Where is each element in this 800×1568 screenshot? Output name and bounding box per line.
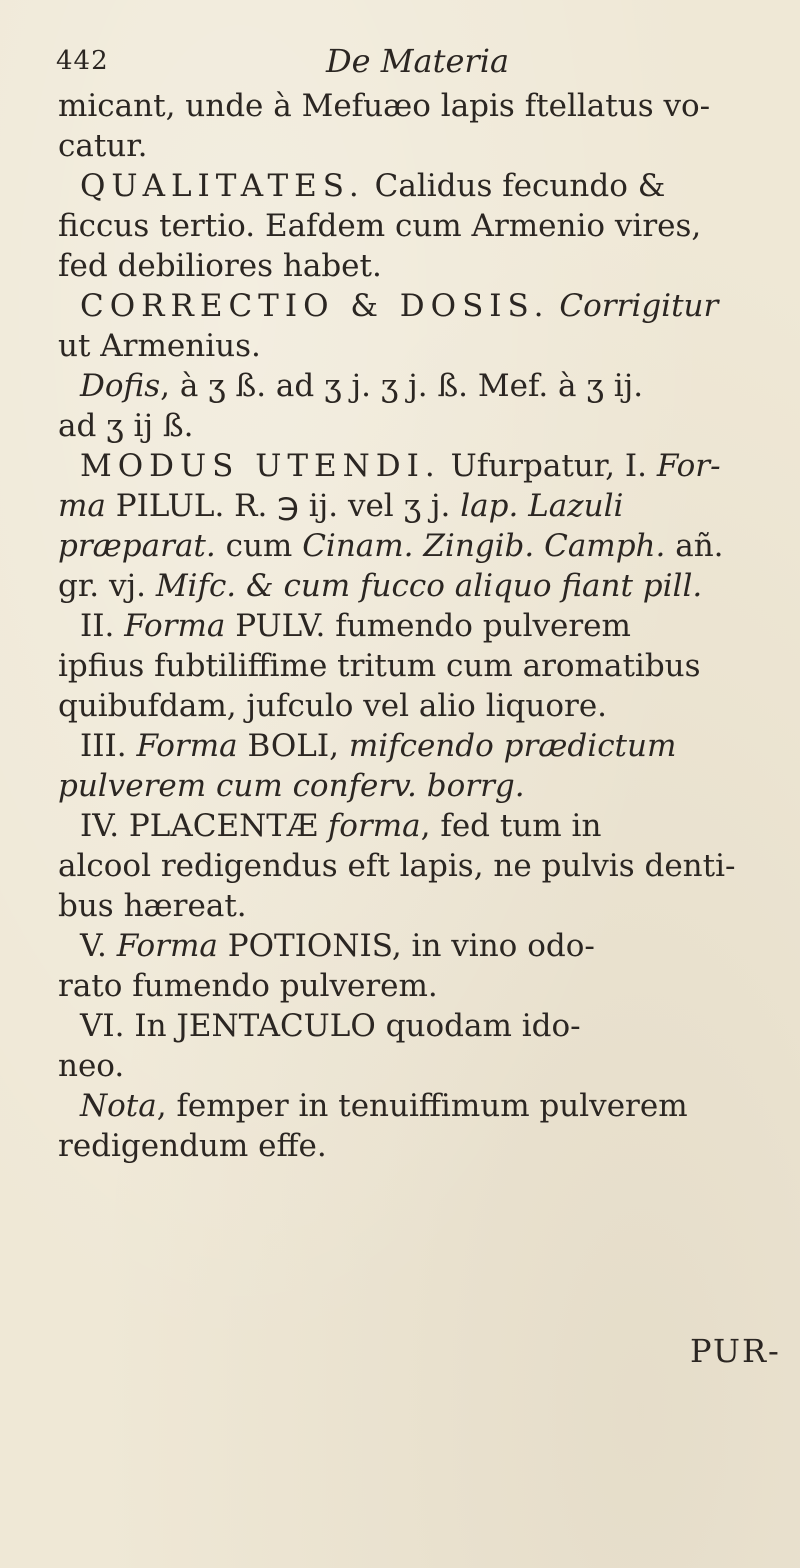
- text-line: [58, 246, 773, 286]
- text-line: [58, 846, 773, 886]
- text-segment: V.: [80, 928, 117, 964]
- small-caps-heading: QUALITATES.: [80, 168, 365, 204]
- small-caps-heading: MODUS UTENDI.: [80, 448, 441, 484]
- text-line: [58, 886, 773, 926]
- text-segment: BOLI,: [237, 728, 349, 764]
- text-line: [58, 326, 773, 366]
- text-line: [58, 966, 773, 1006]
- text-line: [58, 126, 773, 166]
- text-line: [58, 206, 773, 246]
- text-segment: , à ʒ ß. ad ʒ j. ʒ j. ß. Mef. à ʒ ij.: [160, 368, 644, 404]
- text-segment: gr. vj.: [58, 568, 156, 604]
- text-line: [58, 406, 773, 446]
- text-segment: ut Armenius.: [58, 328, 261, 364]
- text-segment: bus hæreat.: [58, 888, 247, 924]
- text-segment: Calidus fecundo &: [364, 168, 666, 204]
- page-number: 442: [56, 46, 109, 76]
- body-text: [58, 86, 773, 1166]
- text-segment: fed debiliores habet.: [58, 248, 382, 284]
- text-segment: cum: [215, 528, 303, 564]
- text-segment: Ufurpatur, I.: [440, 448, 657, 484]
- italic-text: Corrigitur: [559, 288, 719, 324]
- text-line: [58, 166, 773, 206]
- italic-text: Forma: [136, 728, 238, 764]
- text-segment: añ.: [665, 528, 724, 564]
- italic-text: Forma: [116, 928, 218, 964]
- text-segment: catur.: [58, 128, 148, 164]
- italic-text: Dofis: [80, 368, 161, 404]
- text-segment: II.: [80, 608, 125, 644]
- text-line: [58, 446, 773, 486]
- running-title: De Materia: [326, 42, 510, 80]
- text-segment: PULV. fumendo pulverem: [225, 608, 631, 644]
- text-segment: ipfius fubtiliffime tritum cum aromatibus: [58, 648, 701, 684]
- text-line: [58, 646, 773, 686]
- italic-text: forma: [327, 808, 421, 844]
- text-segment: ficcus tertio. Eafdem cum Armenio vires,: [58, 208, 702, 244]
- text-line: [58, 926, 773, 966]
- text-segment: POTIONIS, in vino odo-: [217, 928, 595, 964]
- catchword: PUR-: [690, 1332, 781, 1370]
- text-segment: IV. PLACENTÆ: [80, 808, 328, 844]
- text-line: [58, 606, 773, 646]
- text-line: [58, 806, 773, 846]
- text-line: [58, 366, 773, 406]
- text-segment: alcool redigendus eft lapis, ne pulvis denti-: [58, 848, 736, 884]
- italic-text: pulverem cum conferv. borrg.: [58, 768, 525, 804]
- text-segment: micant, unde à Mefuæo lapis ftellatus vo-: [58, 88, 711, 124]
- text-line: [58, 526, 773, 566]
- text-line: [58, 566, 773, 606]
- text-line: [58, 726, 773, 766]
- italic-text: mifcendo prædictum: [348, 728, 677, 764]
- text-line: [58, 1086, 773, 1126]
- text-segment: quibufdam, jufculo vel alio liquore.: [58, 688, 608, 724]
- text-line: [58, 286, 773, 326]
- italic-text: Mifc. & cum fucco aliquo fiant pill.: [155, 568, 703, 604]
- text-line: [58, 1006, 773, 1046]
- text-segment: III.: [80, 728, 137, 764]
- text-line: [58, 486, 773, 526]
- text-line: [58, 686, 773, 726]
- text-line: [58, 766, 773, 806]
- text-line: [58, 1046, 773, 1086]
- text-segment: PILUL. R. ℈ ij. vel ʒ j.: [105, 488, 461, 524]
- text-line: [58, 86, 773, 126]
- italic-text: Cinam. Zingib. Camph.: [302, 528, 666, 564]
- italic-text: ma: [58, 488, 106, 524]
- text-segment: rato fumendo pulverem.: [58, 968, 438, 1004]
- italic-text: Forma: [124, 608, 226, 644]
- text-segment: [550, 288, 560, 324]
- text-line: [58, 1126, 773, 1166]
- text-segment: , fed tum in: [420, 808, 602, 844]
- text-segment: redigendum effe.: [58, 1128, 327, 1164]
- page-header: [56, 42, 760, 82]
- italic-text: For-: [656, 448, 721, 484]
- italic-text: præparat.: [58, 528, 216, 564]
- text-segment: , femper in tenuiffimum pulverem: [156, 1088, 688, 1124]
- italic-text: lap. Lazuli: [460, 488, 624, 524]
- text-segment: ad ʒ ij ß.: [58, 408, 194, 444]
- text-segment: VI. In JENTACULO quodam ido-: [80, 1008, 581, 1044]
- text-segment: neo.: [58, 1048, 125, 1084]
- small-caps-heading: CORRECTIO & DOSIS.: [80, 288, 550, 324]
- italic-text: Nota: [80, 1088, 157, 1124]
